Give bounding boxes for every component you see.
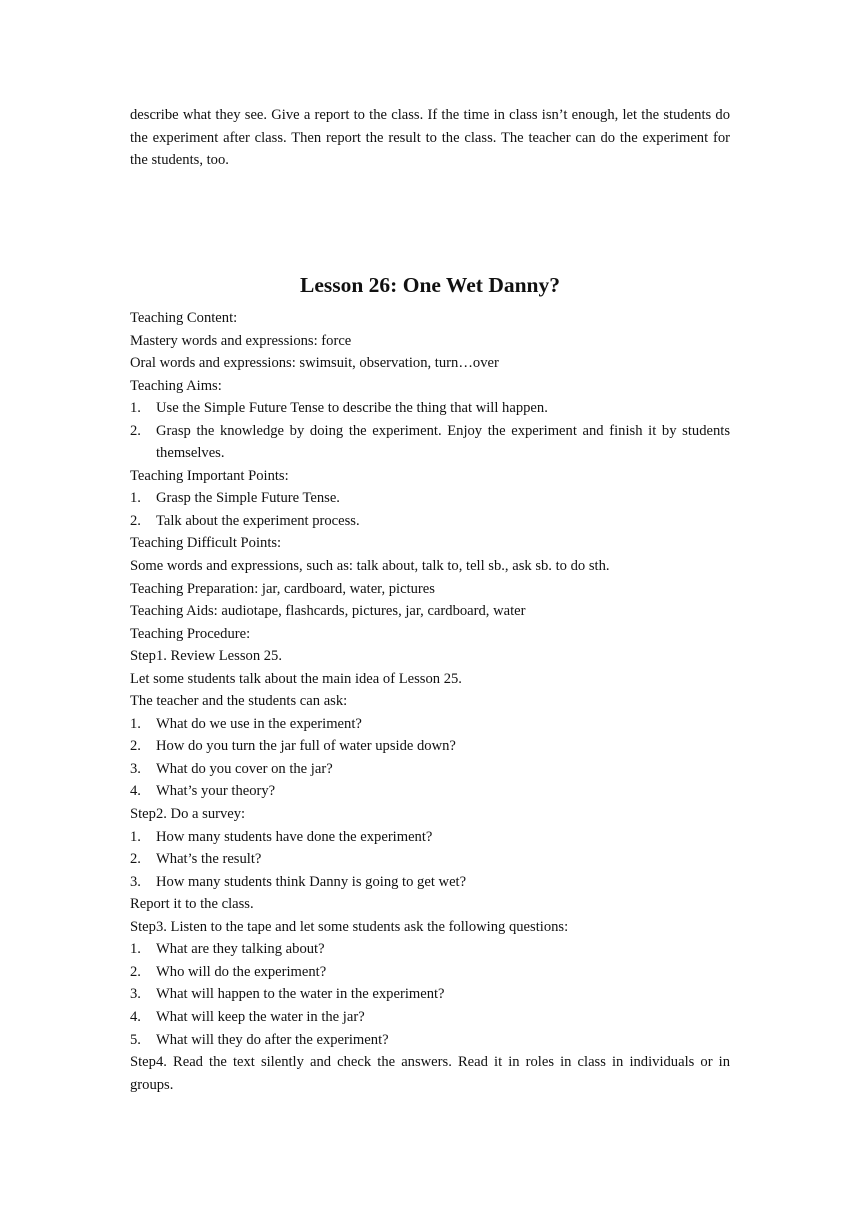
item-text: How many students have done the experiment? <box>156 828 433 845</box>
step1-question <box>130 713 730 736</box>
intro-paragraph: describe what they see. Give a report to the class. If the time in class isn’t enough, let the students do the experiment after class. Then report the result to the class. The teacher can do the experiment for the students, too. <box>130 107 730 168</box>
item-number: 3. <box>130 760 141 777</box>
item-number: 2. <box>130 422 141 439</box>
item-number: 5. <box>130 1031 141 1048</box>
item-number: 1. <box>130 490 141 507</box>
oral-words: Oral words and expressions: swimsuit, observation, turn…over <box>130 355 499 372</box>
teaching-aids: Teaching Aids: audiotape, flashcards, pictures, jar, cardboard, water <box>130 603 526 620</box>
lesson-title: Lesson 26: One Wet Danny? <box>299 273 561 297</box>
item-text: Use the Simple Future Tense to describe the thing that will happen. <box>156 400 548 417</box>
item-text: Grasp the knowledge by doing the experiment. Enjoy the experiment and finish it by students themselves. <box>156 422 730 462</box>
step1-question <box>130 758 730 781</box>
item-number: 1. <box>130 828 141 845</box>
item-number: 3. <box>130 873 141 890</box>
aim-item <box>130 397 730 420</box>
teaching-preparation: Teaching Preparation: jar, cardboard, water, pictures <box>130 580 435 597</box>
step1-heading: Step1. Review Lesson 25. <box>130 648 283 665</box>
step2-question <box>130 826 730 849</box>
item-text: What will they do after the experiment? <box>156 1031 389 1048</box>
step2-report: Report it to the class. <box>130 896 254 913</box>
item-text: What will happen to the water in the experiment? <box>156 986 445 1003</box>
important-point-item <box>130 510 730 533</box>
item-number: 1. <box>130 400 141 417</box>
step1-question <box>130 780 730 803</box>
item-number: 2. <box>130 851 141 868</box>
aim-item <box>130 420 730 465</box>
item-text: How many students think Danny is going to get wet? <box>156 873 467 890</box>
difficult-points-heading: Teaching Difficult Points: <box>130 535 282 552</box>
item-text: Talk about the experiment process. <box>156 512 360 529</box>
step3-question <box>130 1006 730 1029</box>
item-text: What do we use in the experiment? <box>156 715 362 732</box>
item-number: 1. <box>130 715 141 732</box>
teaching-content-heading: Teaching Content: <box>130 310 238 326</box>
item-text: What’s your theory? <box>156 783 276 800</box>
teaching-aims-heading: Teaching Aims: <box>130 377 222 394</box>
step3-heading: Step3. Listen to the tape and let some students ask the following questions: <box>130 918 569 935</box>
item-text: What are they talking about? <box>156 941 325 958</box>
step1-line: The teacher and the students can ask: <box>130 693 348 710</box>
item-number: 3. <box>130 986 141 1003</box>
step3-question <box>130 983 730 1006</box>
item-text: What’s the result? <box>156 851 262 868</box>
step2-question <box>130 871 730 894</box>
important-points-heading: Teaching Important Points: <box>130 467 289 484</box>
step3-question <box>130 961 730 984</box>
important-point-item <box>130 487 730 510</box>
procedure-heading: Teaching Procedure: <box>130 625 251 642</box>
step3-question <box>130 1029 730 1052</box>
item-text: Who will do the experiment? <box>156 963 327 980</box>
step2-question <box>130 848 730 871</box>
item-number: 2. <box>130 512 141 529</box>
item-number: 1. <box>130 941 141 958</box>
mastery-words: Mastery words and expressions: force <box>130 332 352 349</box>
item-number: 4. <box>130 783 141 800</box>
item-text: What do you cover on the jar? <box>156 760 333 777</box>
item-number: 2. <box>130 738 141 755</box>
difficult-points-text: Some words and expressions, such as: talk about, talk to, tell sb., ask sb. to do sth. <box>130 558 610 575</box>
step4-text: Step4. Read the text silently and check the answers. Read it in roles in class in individuals or in groups. <box>130 1054 730 1093</box>
step2-heading: Step2. Do a survey: <box>130 806 246 823</box>
item-number: 2. <box>130 963 141 980</box>
item-text: Grasp the Simple Future Tense. <box>156 490 340 507</box>
item-number: 4. <box>130 1008 141 1025</box>
lesson-body <box>130 307 730 1096</box>
step1-question <box>130 735 730 758</box>
item-text: How do you turn the jar full of water upside down? <box>156 738 456 755</box>
step3-question <box>130 938 730 961</box>
step1-line: Let some students talk about the main idea of Lesson 25. <box>130 670 462 687</box>
item-text: What will keep the water in the jar? <box>156 1008 365 1025</box>
